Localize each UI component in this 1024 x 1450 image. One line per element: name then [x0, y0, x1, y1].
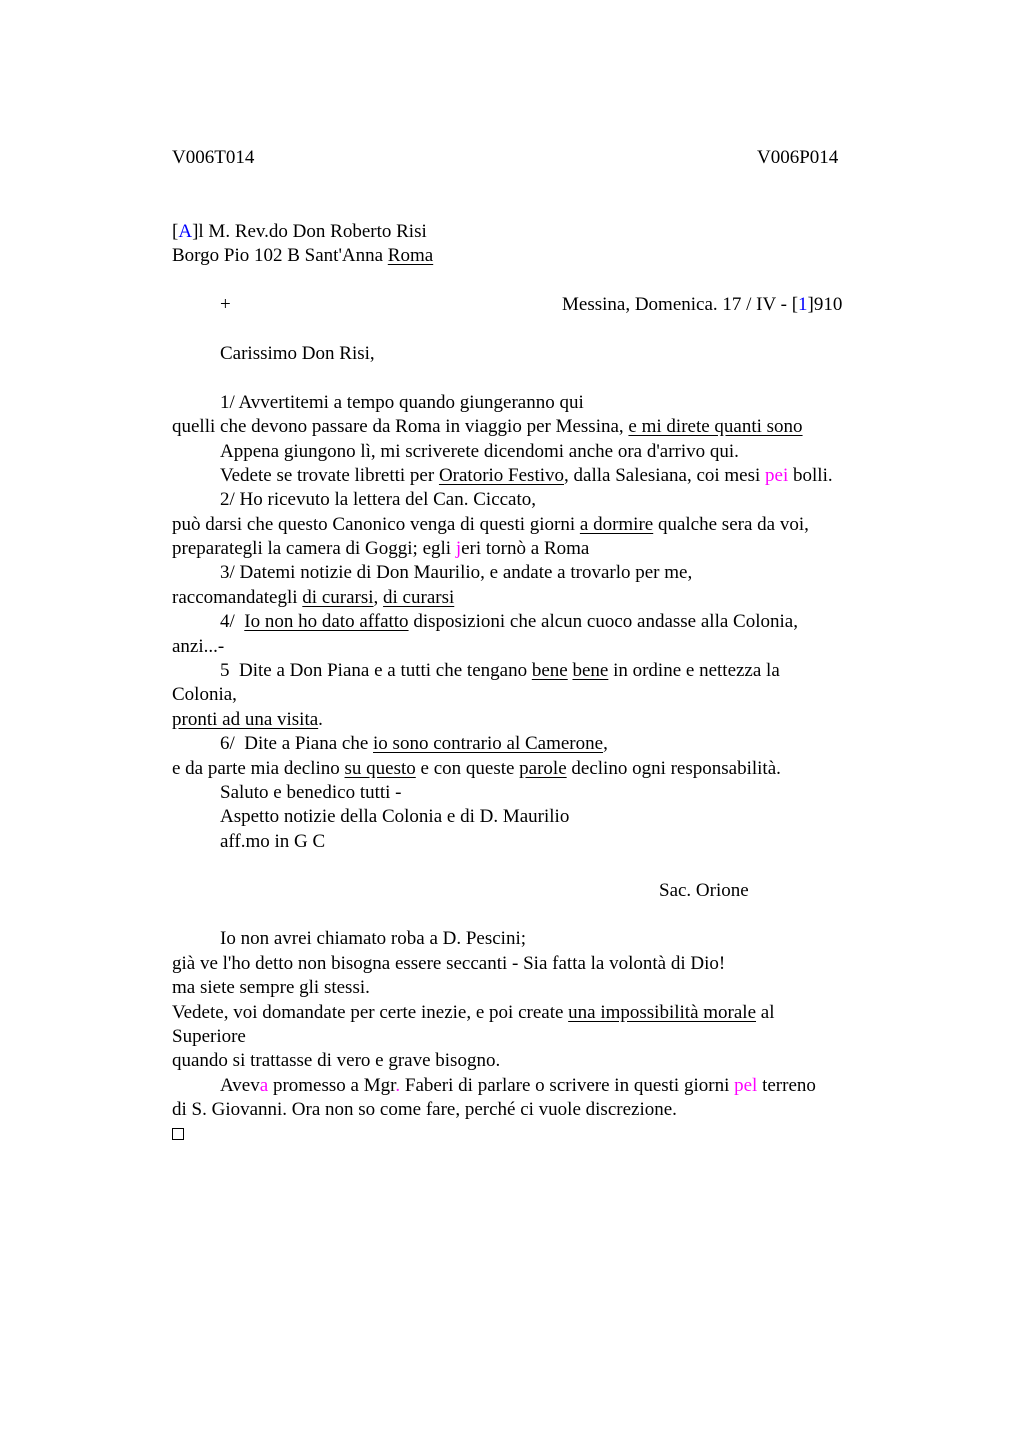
paragraph-line: e da parte mia declino su questo e con queste parole declino ogni responsabilità. — [172, 757, 781, 779]
paragraph-line: anzi...- — [172, 635, 225, 657]
address-line-1 — [172, 220, 902, 244]
paragraph-line: raccomandategli di curarsi, di curarsi — [172, 586, 455, 608]
paragraph-line: 5 Dite a Don Piana e a tutti che tengano bene bene in ordine e nettezza la — [220, 660, 780, 682]
postscript-line: Aveva promesso a Mgr. Faberi di parlare o scrivere in questi giorni pel terreno — [220, 1074, 816, 1096]
closing-line: Saluto e benedico tutti - — [220, 781, 402, 803]
salutation: Carissimo Don Risi, — [220, 342, 375, 364]
address-street: Borgo Pio 102 B Sant'Anna — [172, 245, 388, 267]
end-marker — [172, 1122, 902, 1146]
document-code-left: V006T014 — [172, 147, 255, 168]
editorial-letter: A — [178, 221, 193, 242]
paragraph-line: 4/ Io non ho dato affatto disposizioni che alcun cuoco andasse alla Colonia, — [220, 611, 798, 633]
letter-body — [172, 220, 902, 1147]
paragraph-line: Appena giungono lì, mi scriverete dicendomi anche ora d'arrivo qui. — [220, 440, 739, 462]
square-box-icon — [172, 1128, 184, 1140]
paragraph-line: Colonia, — [172, 684, 237, 706]
paragraph-line: 2/ Ho ricevuto la lettera del Can. Ciccato, — [220, 489, 537, 511]
paragraph-line: pronti ad una visita. — [172, 708, 323, 730]
postscript-line: già ve l'ho detto non bisogna essere seccanti - Sia fatta la volontà di Dio! — [172, 952, 726, 974]
postscript-line: quando si trattasse di vero e grave bisogno. — [172, 1050, 501, 1072]
paragraph-line: può darsi che questo Canonico venga di questi giorni a dormire qualche sera da voi, — [172, 513, 809, 535]
postscript-line: Superiore — [172, 1025, 246, 1047]
cross-symbol: + — [220, 294, 231, 316]
paragraph-line: 1/ Avvertitemi a tempo quando giungeranno qui — [220, 391, 584, 413]
closing-line: Aspetto notizie della Colonia e di D. Maurilio — [220, 806, 570, 828]
bracket-open: [ — [172, 221, 179, 242]
postscript-line: Vedete, voi domandate per certe inezie, e poi create una impossibilità morale al — [172, 1001, 775, 1023]
postscript-line: ma siete sempre gli stessi. — [172, 977, 370, 999]
address-city: Roma — [387, 245, 434, 267]
paragraph-line: preparategli la camera di Goggi; egli jeri tornò a Roma — [172, 538, 590, 560]
document-code-right: V006P014 — [757, 147, 839, 168]
postscript-line: Io non avrei chiamato roba a D. Pescini; — [220, 928, 527, 950]
paragraph-line: 6/ Dite a Piana che io sono contrario al Camerone, — [220, 733, 608, 755]
date-place: Messina, Domenica. 17 / IV - [1]910 — [562, 294, 843, 316]
paragraph-line: 3/ Datemi notizie di Don Maurilio, e andate a trovarlo per me, — [220, 562, 693, 584]
closing-line: aff.mo in G C — [220, 830, 326, 852]
postscript-line: di S. Giovanni. Ora non so come fare, perché ci vuole discrezione. — [172, 1099, 677, 1121]
signature: Sac. Orione — [659, 879, 749, 901]
paragraph-line: quelli che devono passare da Roma in viaggio per Messina, e mi direte quanti sono — [172, 416, 803, 438]
dateline — [172, 293, 902, 317]
editorial-digit: 1 — [798, 294, 808, 316]
paragraph-line: Vedete se trovate libretti per Oratorio Festivo, dalla Salesiana, coi mesi pei bolli. — [220, 464, 833, 486]
address-recipient: ]l M. Rev.do Don Roberto Risi — [192, 221, 427, 242]
address-line-2 — [172, 244, 902, 268]
